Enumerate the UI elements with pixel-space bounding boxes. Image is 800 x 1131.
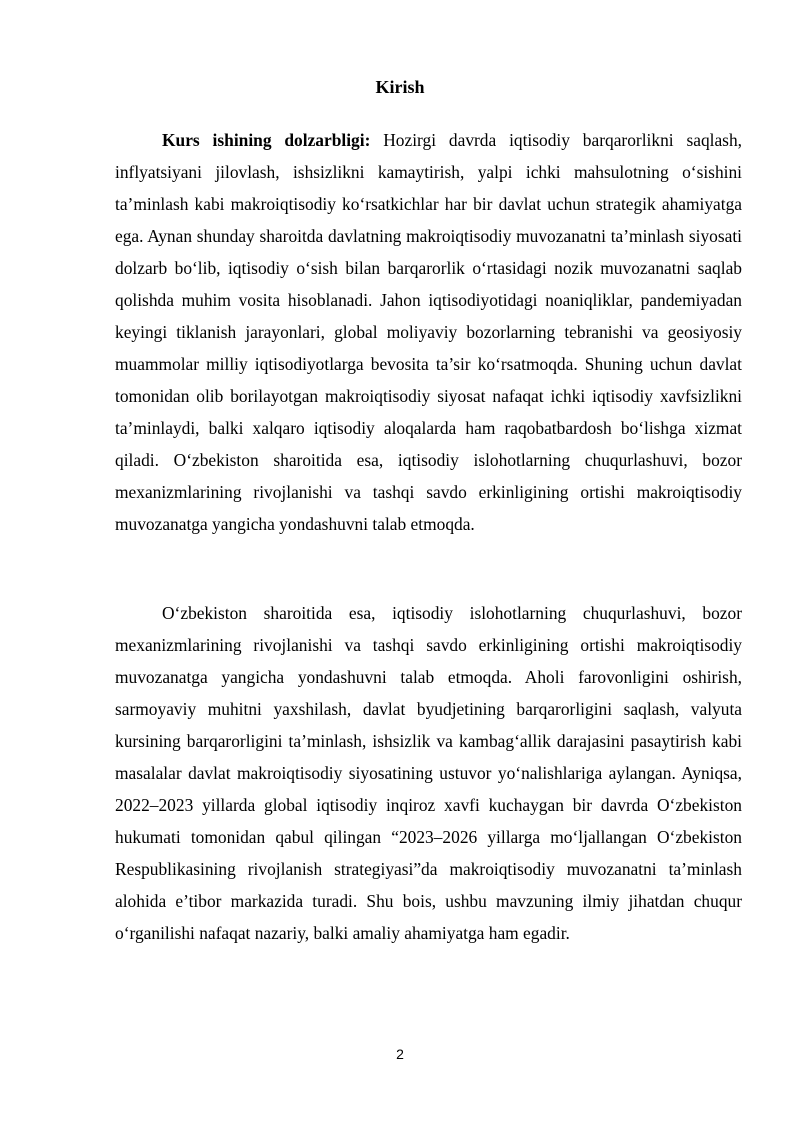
section-heading: Kirish [375,77,425,97]
paragraph-uzbekistan: O‘zbekiston sharoitida esa, iqtisodiy islohotlarning chuqurlashuvi, bozor mexanizmlarining rivojlanishi va tashqi savdo erkinligining ortishi makroiqtisodiy muvozanatga yangicha yondashuvni talab etmoqda. Aholi farovonligini oshirish, sarmoyaviy muhitni yaxshilash, davlat byudjetining barqarorligini saqlash, valyuta kursining barqarorligini ta’minlash, ishsizlik va kambag‘allik darajasini pasaytirish kabi masalalar davlat makroiqtisodiy siyosatining ustuvor yo‘nalishlariga aylangan. Ayniqsa, 2022–2023 yillarda global iqtisodiy inqiroz xavfi kuchaygan bir davrda O‘zbekiston hukumati tomonidan qabul qilingan “2023–2026 yillarga mo‘ljallangan O‘zbekiston Respublikasining rivojlanish strategiyasi”da makroiqtisodiy muvozanatni ta’minlash alohida e’tibor markazida turadi. Shu bois, ushbu mavzuning ilmiy jihatdan chuqur o‘rganilishi nafaqat nazariy, balki amaliy ahamiyatga ham egadir. [115,603,742,943]
paragraph-body: Hozirgi davrda iqtisodiy barqarorlikni saqlash, inflyatsiyani jilovlash, ishsizlikni kamaytirish, yalpi ichki mahsulotning o‘sishini ta’minlash kabi makroiqtisodiy ko‘rsatkichlar har bir davlat uchun strategik ahamiyatga ega. Aynan shunday sharoitda davlatning makroiqtisodiy muvozanatni ta’minlash siyosati dolzarb bo‘lib, iqtisodiy o‘sish bilan barqarorlik o‘rtasidagi nozik muvozanatni saqlab qolishda muhim vosita hisoblanadi. Jahon iqtisodiyotidagi noaniqliklar, pandemiyadan keyingi tiklanish jarayonlari, global moliyaviy bozorlarning tebranishi va geosiyosiy muammolar milliy iqtisodiyotlarga bevosita ta’sir ko‘rsatmoqda. Shuning uchun davlat tomonidan olib borilayotgan makroiqtisodiy siyosat nafaqat ichki iqtisodiy xavfsizlikni ta’minlaydi, balki xalqaro iqtisodiy aloqalarda ham raqobatbardosh bo‘lishga xizmat qiladi. O‘zbekiston sharoitida esa, iqtisodiy islohotlarning chuqurlashuvi, bozor mexanizmlarining rivojlanishi va tashqi savdo erkinligining ortishi makroiqtisodiy muvozanatga yangicha yondashuvni talab etmoqda. [115,130,742,534]
paragraph-lead: Kurs ishining dolzarbligi: [162,130,371,150]
page-number: 2 [396,1046,404,1062]
paragraph-relevance [115,124,742,540]
